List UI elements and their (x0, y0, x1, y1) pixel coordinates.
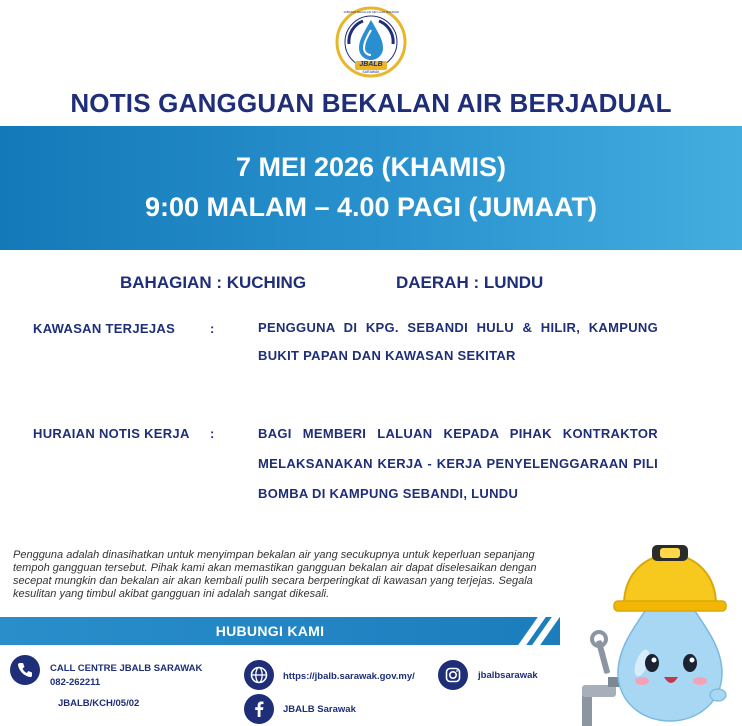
page-title: NOTIS GANGGUAN BEKALAN AIR BERJADUAL (70, 88, 672, 118)
schedule-banner (0, 126, 742, 250)
globe-icon (244, 660, 274, 690)
affected-area-label: KAWASAN TERJEJAS (33, 321, 176, 336)
logo-name: JBALB (359, 61, 383, 68)
schedule-time: 9:00 MALAM – 4.00 PAGI (JUMAAT) (144, 192, 598, 222)
contact-heading: HUBUNGI KAMI (215, 623, 325, 639)
instagram-handle[interactable]: jbalbsarawak (478, 670, 538, 681)
advisory-text: Pengguna adalah dinasihatkan untuk menyimpan bekalan air yang secukupnya untuk keperluan sepanjang tempoh gangguan tersebut. Pihak kami akan memastikan gangguan bekalan air dapat diselesaikan dengan secepat mungkin dan bekalan air akan kembali pulih secara berperingkat di kawasan yang terjejas. Segala kesulitan yang timbul akibat gangguan ini adalah sangat dikesali. (13, 549, 537, 600)
district-label: DAERAH : LUNDU (396, 273, 544, 292)
facebook-page[interactable]: JBALB Sarawak (283, 704, 356, 715)
affected-area-colon: : (210, 321, 215, 336)
affected-area-value: PENGGUNA DI KPG. SEBANDI HULU & HILIR, KAMPUNG BUKIT PAPAN DAN KAWASAN SEKITAR (258, 320, 658, 363)
work-description-value: BAGI MEMBERI LALUAN KEPADA PIHAK KONTRAKTOR MELAKSANAKAN KERJA - KERJA PENYELENGGARAAN PILI BOMBA DI KAMPUNG SEBANDI, LUNDU (258, 426, 658, 501)
division-label: BAHAGIAN : KUCHING (120, 273, 307, 292)
work-description-colon: : (210, 426, 215, 441)
website-link[interactable]: https://jbalb.sarawak.gov.my/ (283, 671, 415, 682)
water-drop-mascot (580, 545, 742, 726)
contact-banner (0, 617, 560, 645)
call-centre-phone[interactable]: 082-262211 (50, 677, 101, 688)
work-description-label: HURAIAN NOTIS KERJA (33, 426, 190, 441)
reference-number: JBALB/KCH/05/02 (58, 698, 140, 709)
facebook-icon (244, 694, 274, 724)
instagram-icon (438, 660, 468, 690)
logo-region: SARAWAK (362, 70, 380, 74)
call-centre-label: CALL CENTRE JBALB SARAWAK (50, 663, 203, 674)
schedule-date: 7 MEI 2026 (KHAMIS) (235, 152, 507, 182)
phone-icon (10, 655, 40, 685)
logo-arc-text: JABATAN BEKALAN AIR LUAR BANDAR (343, 10, 399, 14)
